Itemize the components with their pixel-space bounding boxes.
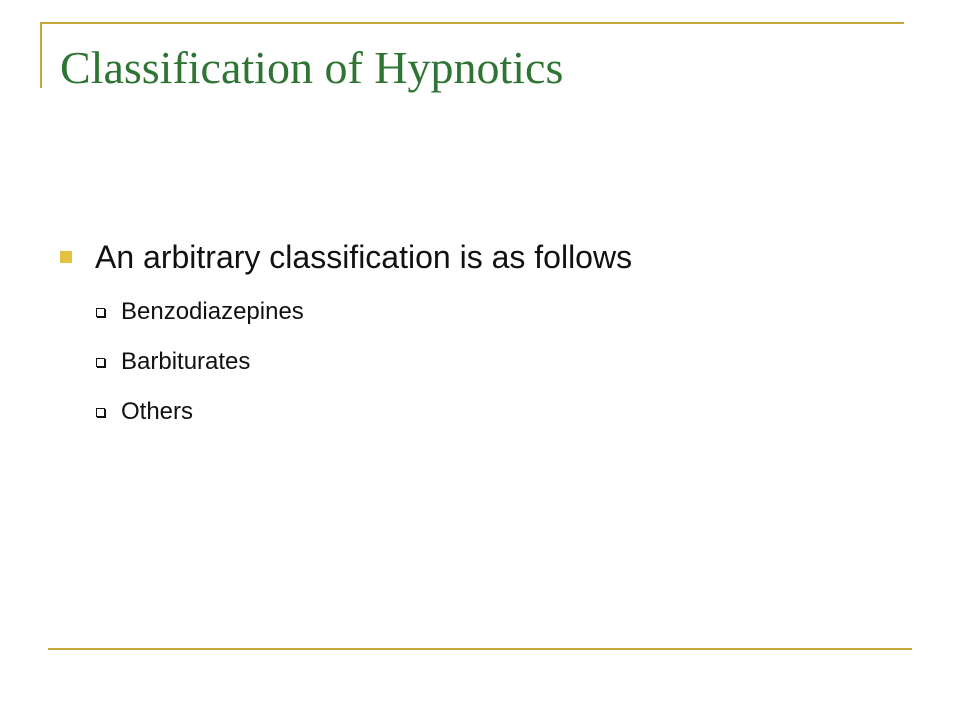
bullet-list — [60, 234, 633, 425]
sub-bullet-text: Barbiturates — [121, 348, 251, 375]
bottom-rule — [48, 648, 912, 650]
hollow-square-bullet-icon — [96, 408, 105, 417]
sub-bullet-item — [96, 287, 304, 337]
square-bullet-icon — [60, 251, 72, 263]
hollow-square-bullet-icon — [96, 308, 105, 317]
sub-bullet-text: Benzodiazepines — [121, 298, 304, 325]
sub-bullet-item — [96, 387, 304, 437]
bullet-item — [60, 234, 633, 425]
sub-bullet-list — [96, 287, 304, 437]
sub-bullet-item — [96, 337, 304, 387]
top-rule — [40, 22, 904, 24]
slide-title: Classification of Hypnotics — [60, 42, 564, 93]
left-rule — [40, 22, 42, 88]
bullet-text: An arbitrary classification is as follows — [95, 238, 633, 275]
sub-bullet-text: Others — [121, 398, 194, 425]
hollow-square-bullet-icon — [96, 358, 105, 367]
